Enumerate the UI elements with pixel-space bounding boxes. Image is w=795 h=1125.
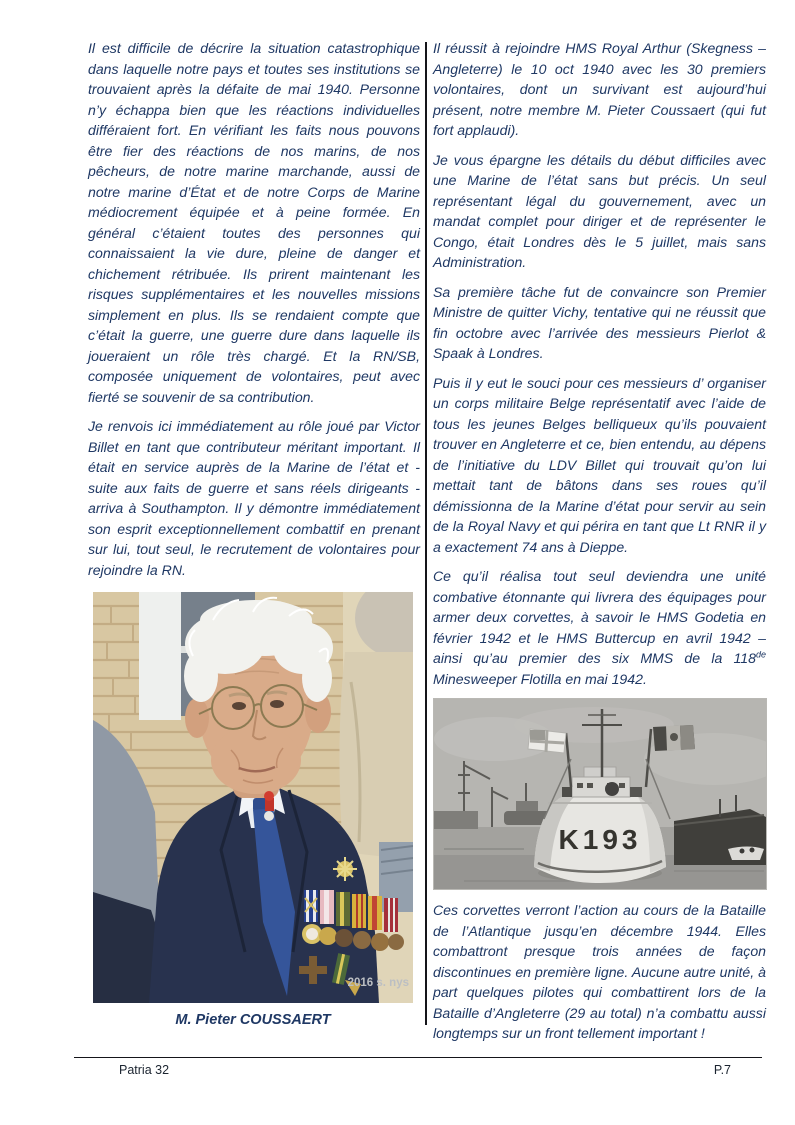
paragraph-text: Minesweeper Flotilla en mai 1942. — [433, 670, 647, 687]
footer-rule — [74, 1057, 762, 1058]
paragraph: Je vous épargne les détails du début difficiles avec une Marine de l’état sans but précis. Un seul représentant légal du gouvernement, avec un mandat complet pour diriger et de représenter le Congo, était Londres dès le 5 juillet, mais sans Administration. — [433, 151, 766, 270]
paragraph: Il est difficile de décrire la situation catastrophique dans laquelle notre pays et toutes ses institutions se trouvaient après la défaite de mai 1940. Personne n’y échappa bien que les réactions individuelles différaient fort. En vérifiant les faits nous pouvons être fier des réactions de nos marins, de nos pêcheurs, de notre marine marchande, aussi de notre marine d’État et de notre Corps de Marine médiocrement équipée et à peine formée. En général c’étaient toutes des personnes qui connaissaient la vie dure, pleine de danger et chichement rétribuée. Ils prirent maintenant les risques supplémentaires et les nouvelles missions simplement en plus. Ils se rendaient compte que c’était la guerre, une guerre dure dans laquelle ils joueraient un rôle très chargé. Et la RN/SB, composée uniquement de volontaires, peut avec fierté se souvenir de sa contribution. — [88, 40, 420, 405]
hull-number: K193 — [558, 824, 642, 855]
portrait-photo-graphic — [93, 592, 413, 1003]
portrait-photo — [93, 592, 413, 1028]
ship-photo-graphic — [433, 698, 767, 890]
white-ensign-flag — [528, 729, 566, 753]
column-divider — [425, 42, 427, 1025]
footer-page-number: P.7 — [713, 1063, 731, 1077]
belgian-flag — [653, 725, 695, 751]
paragraph: Sa première tâche fut de convaincre son Premier Ministre de quitter Vichy, tentative qui ne réussit que fin octobre avec l’arrivée des messieurs Pierlot & Spaak à Londres. — [433, 283, 766, 361]
paragraph-with-superscript — [433, 566, 766, 689]
paragraph: Il réussit à rejoindre HMS Royal Arthur (Skegness – Angleterre) le 10 oct 1940 avec les 30 premiers volontaires, dont un survivant est aujourd’hui présent, notre membre M. Pieter Coussaert (qui fut fort applaudi). — [433, 40, 766, 138]
paragraph: Je renvois ici immédiatement au rôle joué par Victor Billet en tant que contributeur méritant important. Il était en service auprès de la Marine de l’état et - suite aux faits de guerre et sans réels dirigeants -arriva à Southampton. Il y démontre immédiatement son esprit exceptionnellement combattif en prenant sur lui, tout seul, le recrutement de volontaires pour rejoindre la RN. — [88, 418, 420, 578]
dock-buildings — [434, 811, 478, 829]
paragraph: Puis il y eut le souci pour ces messieurs d’ organiser un corps militaire Belge représentatif avec l’aide de tous les jeunes Belges belliqueux qu’ils pouvaient trouver en Angleterre et ce, bien entendu, au dépens de l’initiative du LDV Billet qui trouvait qu’on lui mettait tant de bâtons dans ses roues qu’il démissionna de la Marine d’état pour servir au sein de la Royal Navy et qui périra en tant que Lt RNR il y a exactement 74 ans à Dieppe. — [433, 374, 766, 555]
right-column — [433, 38, 766, 1053]
footer-journal-title: Patria 32 — [119, 1063, 170, 1077]
ship-photo — [433, 698, 765, 890]
ordinal-superscript: de — [755, 649, 766, 660]
photo-watermark: 2016 s. nys — [347, 977, 409, 989]
paragraph-text: Ce qu’il réalisa tout seul deviendra une unité combative étonnante qui livrera des équipages pour armer deux corvettes, à savoir le HMS Godetia en février 1942 et le HMS Buttercup en avril 1942 – ainsi qu’au premier des six MMS de la 118 — [433, 568, 766, 666]
paragraph: Ces corvettes verront l’action au cours de la Bataille de l’Atlantique jusqu’en décembre 1944. Elles combattront presque trois années de façon discontinues en première ligne. Aucune autre unité, à part quelques pilotes qui combattirent lors de la Bataille d’Angleterre (29 au total) n’a combattu aussi longtemps sur un front tellement important ! — [433, 902, 766, 1041]
portrait-caption: M. Pieter COUSSAERT — [175, 1012, 331, 1028]
left-column — [88, 38, 420, 1028]
legion-honour-medal — [264, 791, 274, 821]
